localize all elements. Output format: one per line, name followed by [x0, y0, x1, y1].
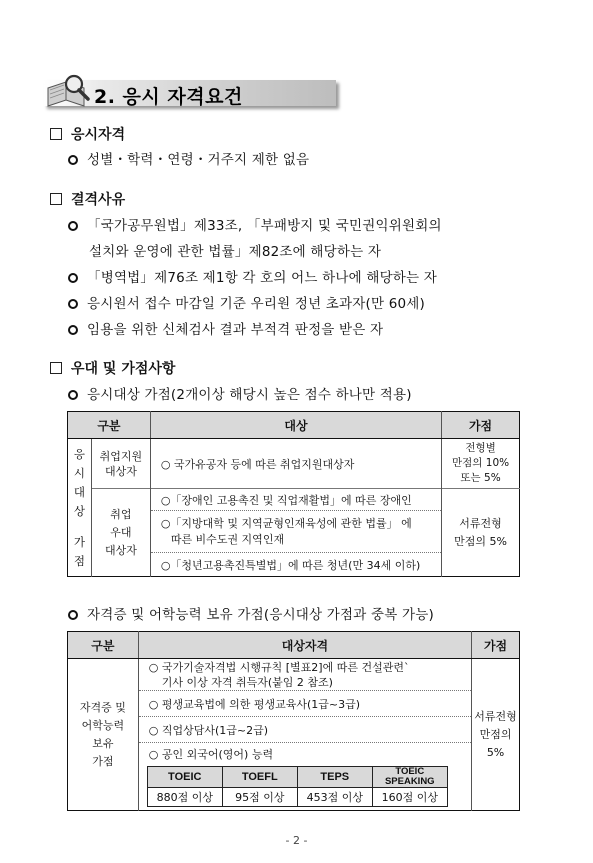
- circle-bullet-icon: [68, 221, 78, 231]
- language-header-row: [147, 767, 447, 788]
- language-score-row: [147, 788, 447, 807]
- checkbox-square-icon: [50, 193, 62, 205]
- table-header-cell: 가점: [442, 412, 520, 439]
- section-title: 2. 응시 자격요건: [94, 86, 243, 108]
- target-bonus-table: [67, 411, 520, 577]
- table-row: [68, 439, 520, 489]
- language-score: 880점 이상: [147, 788, 222, 807]
- target-cell: ○「지방대학 및 지역균형인재육성에 관한 법률」 에 따른 비수도권 지역인재: [150, 511, 441, 553]
- qualification-item: ○ 국가기술자격법 시행규칙 [별표2]에 따른 건설관련` 기사 이상 자격 취득자(붙임 2 참조): [138, 659, 471, 691]
- language-score: 453점 이상: [297, 788, 372, 807]
- page-number: - 2 -: [285, 834, 308, 847]
- disqualification-bullet: 임용을 위한 신체검사 결과 부적격 판정을 받은 자: [68, 318, 383, 338]
- language-score: 95점 이상: [222, 788, 297, 807]
- category-cell: 취업지원 대상자: [91, 439, 150, 489]
- language-test-header: TOEIC SPEAKING: [372, 767, 447, 788]
- qualification-item: ○ 공인 외국어(영어) 능력 TOEIC TOEFL TEPS TOEIC SPEAKING 880점 이상 95점 이상 453점 이상 160점 이상: [138, 743, 471, 811]
- target-cell: ○「청년고용촉진특별법」에 따른 청년(만 34세 이하): [150, 553, 441, 577]
- book-magnifier-icon: [44, 72, 96, 110]
- language-test-header: TOEIC: [147, 767, 222, 788]
- table-header-cell: 구분: [68, 632, 139, 659]
- points-cell: 전형별 만점의 10% 또는 5%: [452, 442, 510, 484]
- language-score: 160점 이상: [372, 788, 447, 807]
- circle-bullet-icon: [68, 390, 78, 400]
- qualification-item: ○ 평생교육법에 의한 평생교육사(1급~3급): [138, 691, 471, 717]
- table-header-cell: 대상자격: [138, 632, 471, 659]
- table-header-cell: 대상: [150, 412, 441, 439]
- preference-bullet-2: 자격증 및 어학능력 보유 가점(응시대상 가점과 중복 가능): [68, 603, 434, 623]
- table-row: [68, 659, 520, 691]
- circle-bullet-icon: [68, 325, 78, 335]
- group-label-cell: 응 시 대 상 가 점: [68, 439, 92, 577]
- disqualification-bullet: 응시원서 접수 마감일 기준 우리원 정년 초과자(만 60세): [68, 292, 425, 312]
- disqualification-bullet: 「병역법」제76조 제1항 각 호의 어느 하나에 해당하는 자: [68, 266, 437, 286]
- qualification-item: ○ 직업상담사(1급~2급): [138, 717, 471, 743]
- qualification-bullet: 성별・학력・연령・거주지 제한 없음: [68, 148, 309, 168]
- section-header: [44, 72, 340, 110]
- category-cell: 취업 우대 대상자: [91, 489, 150, 577]
- checkbox-square-icon: [50, 362, 62, 374]
- table-header-cell: 가점: [472, 632, 520, 659]
- category-cell: 자격증 및 어학능력 보유 가점: [68, 659, 139, 811]
- language-score-table: [147, 766, 448, 807]
- target-cell: ○ 국가유공자 등에 따른 취업지원대상자: [150, 439, 441, 489]
- target-cell: ○「장애인 고용촉진 및 직업재활법」에 따른 장애인: [150, 489, 441, 511]
- checkbox-square-icon: [50, 128, 62, 140]
- preference-bullet-1: 응시대상 가점(2개이상 해당시 높은 점수 하나만 적용): [68, 383, 412, 403]
- qualification-heading: 응시자격: [50, 124, 125, 144]
- disqualification-bullet-cont: 설치와 운영에 관한 법률」제82조에 해당하는 자: [89, 244, 382, 260]
- table-header-row: [68, 632, 520, 659]
- circle-bullet-icon: [68, 155, 78, 165]
- table-header-cell: 구분: [68, 412, 151, 439]
- language-test-header: TOEFL: [222, 767, 297, 788]
- disqualification-heading: 결격사유: [50, 189, 125, 209]
- disqualification-bullet: 「국가공무원법」제33조, 「부패방지 및 국민권익위원회의: [68, 214, 442, 234]
- language-test-header: TEPS: [297, 767, 372, 788]
- preference-heading: 우대 및 가점사항: [50, 358, 175, 378]
- points-cell: 서류전형 만점의 5%: [474, 709, 517, 759]
- circle-bullet-icon: [68, 610, 78, 620]
- table-row: [68, 489, 520, 511]
- certificate-bonus-table: [67, 631, 520, 811]
- points-cell: 서류전형 만점의 5%: [442, 489, 520, 577]
- table-header-row: [68, 412, 520, 439]
- circle-bullet-icon: [68, 273, 78, 283]
- circle-bullet-icon: [68, 299, 78, 309]
